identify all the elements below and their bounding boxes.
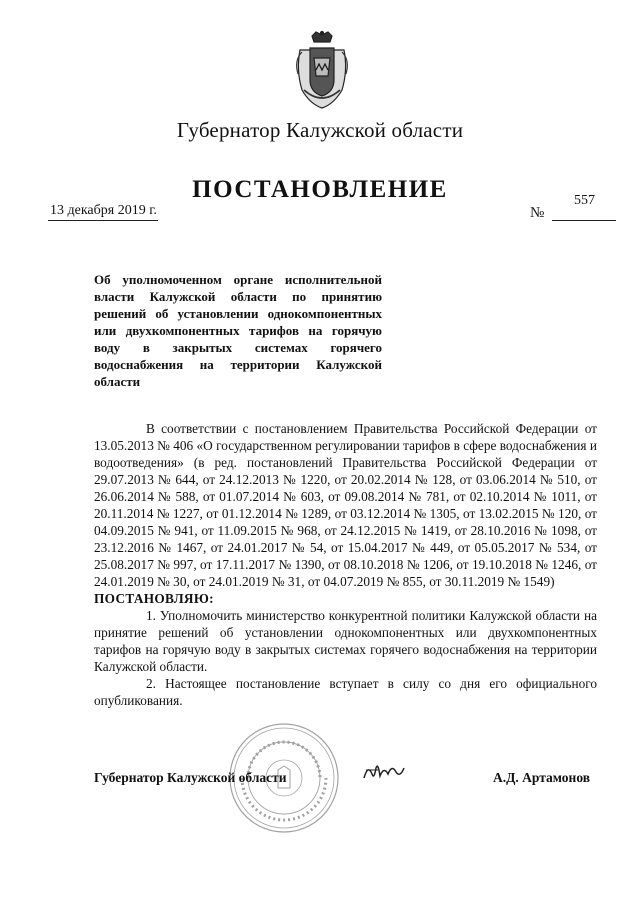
clause-1: 1. Уполномочить министерство конкурентной политики Калужской области на принятие решений об установлении однокомпонентных или двухкомпонентных тарифов на горячую воду в закрытых системах горячего водоснабжения на территории Калужской области. [94,608,597,674]
signatory-name: А.Д. Артамонов [493,770,591,785]
preamble-paragraph: В соответствии с постановлением Правительства Российской Федерации от 13.05.2013 № 406 «О государственном регулировании тарифов в сфере водоснабжения и водоотведения» (в ред. постановлений Правительства Российской Федерации от 29.07.2013 № 644, от 24.12.2013 № 1220, от 20.02.2014 № 128, от 03.06.2014 № 510, от 26.06.2014 № 588, от 01.07.2014 № 603, от 09.08.2014 № 781, от 02.10.2014 № 1011, от 20.11.2014 № 1227, от 01.12.2014 № 1289, от 03.12.2014 № 1305, от 13.02.2015 № 120, от 04.09.2015 № 941, от 11.09.2015 № 968, от 24.12.2015 № 1419, от 28.10.2016 № 1098, от 23.12.2016 № 1467, от 24.01.2017 № 54, от 15.04.2017 № 449, от 05.05.2017 № 534, от 25.08.2017 № 997, от 17.11.2017 № 1390, от 08.10.2018 № 1206, от 19.10.2018 № 1246, от 24.01.2019 № 30, от 24.01.2019 № 31, от 04.07.2019 № 855, от 30.11.2019 № 1549) [94,421,597,589]
document-date: 13 декабря 2019 г. [50,203,157,218]
document-subject: Об уполномоченном органе исполнительной власти Калужской области по принятию решений об установлении однокомпонентных или двухкомпонентных тарифов на горячую воду в закрытых системах горячего водоснабжения на территории Калужской области [94,272,382,389]
clause-2: 2. Настоящее постановление вступает в силу со дня его официального опубликования. [94,676,597,708]
document-type-heading: ПОСТАНОВЛЕНИЕ [192,176,448,203]
document-body [94,420,597,709]
coat-of-arms-icon [290,30,354,110]
decree-word: ПОСТАНОВЛЯЮ: [94,591,214,606]
handwritten-signature-icon [362,760,406,784]
number-sign: № [530,205,545,221]
signatory-title: Губернатор Калужской области [94,770,287,785]
date-underline [48,220,158,221]
number-underline [552,220,616,221]
issuing-authority: Губернатор Калужской области [176,118,464,142]
document-number: 557 [574,193,595,208]
